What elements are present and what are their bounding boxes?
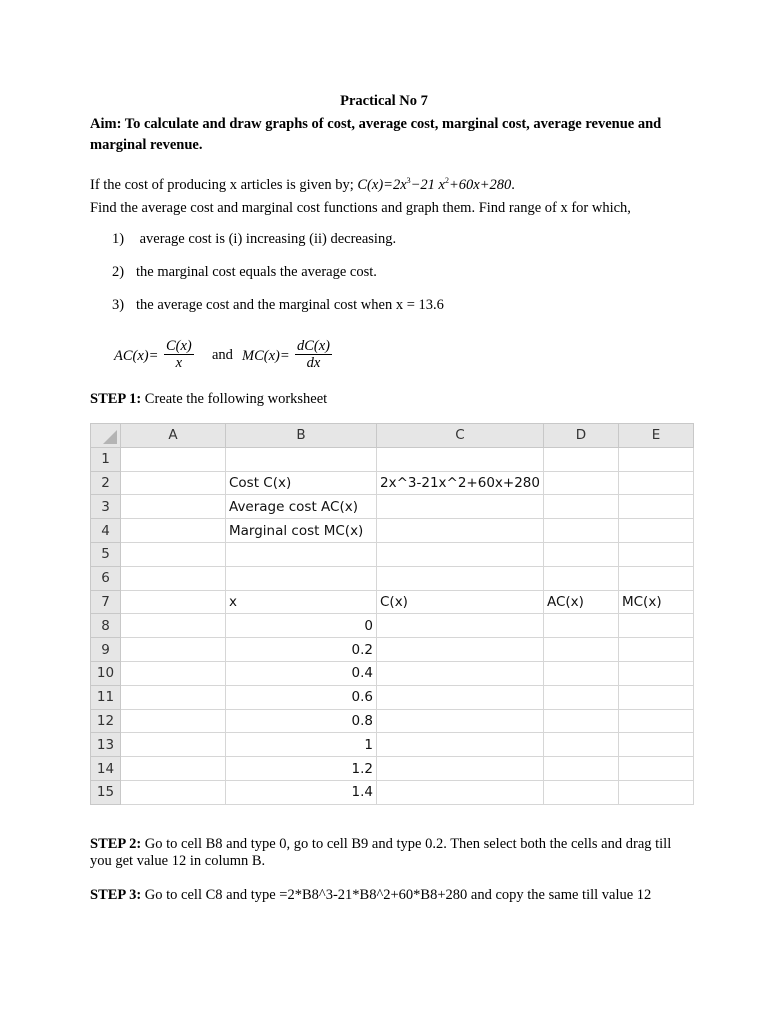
- cell-a: [121, 519, 226, 543]
- sheet-row: [91, 471, 694, 495]
- step3-paragraph: [90, 887, 690, 904]
- cell-b: 0.2: [226, 638, 377, 662]
- cell-e: [618, 447, 693, 471]
- cell-d: [543, 519, 618, 543]
- cell-d: [543, 733, 618, 757]
- sheet-row: [91, 709, 694, 733]
- cell-d: [543, 471, 618, 495]
- cell-a: [121, 614, 226, 638]
- sheet-row: [91, 733, 694, 757]
- and-word: and: [212, 347, 233, 363]
- cell-c: 2x^3-21x^2+60x+280: [377, 471, 544, 495]
- sheet-row: [91, 780, 694, 804]
- sheet-row: [91, 661, 694, 685]
- cell-c: [377, 661, 544, 685]
- cell-a: [121, 685, 226, 709]
- cell-e: [618, 733, 693, 757]
- cell-a: [121, 733, 226, 757]
- cell-d: [543, 614, 618, 638]
- row-header: 4: [91, 519, 121, 543]
- intro-line: If the cost of producing x articles is given by; $C(x)=2x^3-21$ $x^2+60x+280$.: [90, 176, 515, 193]
- column-header-e: E: [618, 424, 693, 448]
- cell-e: [618, 638, 693, 662]
- step1-text: Create the following worksheet: [144, 391, 328, 407]
- cell-a: [121, 542, 226, 566]
- cell-d: [543, 661, 618, 685]
- cell-e: [618, 519, 693, 543]
- cell-b: 0.8: [226, 709, 377, 733]
- ac-fraction: $\frac{C(x)}{x}$: [166, 338, 192, 371]
- cell-e: [618, 661, 693, 685]
- mc-lhs: MC(x)=: [242, 348, 290, 364]
- row-header: 9: [91, 638, 121, 662]
- cell-c: [377, 542, 544, 566]
- cell-c: [377, 519, 544, 543]
- step2-label: STEP 2:: [90, 836, 142, 852]
- column-header-d: D: [543, 424, 618, 448]
- column-header-a: A: [121, 424, 226, 448]
- mc-fraction: $\frac{dC(x)}{dx}$: [297, 338, 331, 371]
- cell-c: C(x): [377, 590, 544, 614]
- step3-label: STEP 3:: [90, 887, 142, 903]
- row-header: 2: [91, 471, 121, 495]
- cell-e: [618, 685, 693, 709]
- list-item: 1) average cost is (i) increasing (ii) decreasing.: [112, 231, 397, 247]
- cell-a: [121, 447, 226, 471]
- cell-b: 1.2: [226, 757, 377, 781]
- cell-a: [121, 590, 226, 614]
- column-header-c: C: [377, 424, 544, 448]
- select-all-corner: [91, 424, 121, 448]
- cell-b: Cost C(x): [226, 471, 377, 495]
- cell-a: [121, 780, 226, 804]
- cell-e: [618, 471, 693, 495]
- cell-c: [377, 614, 544, 638]
- cell-d: AC(x): [543, 590, 618, 614]
- step1-line: [90, 391, 327, 408]
- row-header: 12: [91, 709, 121, 733]
- cell-d: [543, 780, 618, 804]
- row-header: 14: [91, 757, 121, 781]
- cell-b: 1.4: [226, 780, 377, 804]
- sheet-row: [91, 614, 694, 638]
- cell-c: [377, 447, 544, 471]
- cell-c: [377, 709, 544, 733]
- cell-c: [377, 733, 544, 757]
- cell-e: [618, 780, 693, 804]
- cell-b: 1: [226, 733, 377, 757]
- cell-b: 0.4: [226, 661, 377, 685]
- cell-d: [543, 566, 618, 590]
- step2-paragraph: [90, 836, 680, 870]
- cell-c: [377, 780, 544, 804]
- cell-d: [543, 685, 618, 709]
- worksheet-image: [90, 423, 694, 805]
- cell-e: [618, 495, 693, 519]
- cell-a: [121, 638, 226, 662]
- step2-text: Go to cell B8 and type 0, go to cell B9 and type 0.2. Then select both the cells and drag till you get value 12 in column B.: [90, 836, 672, 869]
- ac-lhs: AC(x)=: [114, 348, 159, 364]
- cell-c: [377, 685, 544, 709]
- row-header: 1: [91, 447, 121, 471]
- cell-b: Average cost AC(x): [226, 495, 377, 519]
- column-header-b: B: [226, 424, 377, 448]
- row-header: 3: [91, 495, 121, 519]
- cell-c: [377, 566, 544, 590]
- cell-b: [226, 447, 377, 471]
- cell-a: [121, 709, 226, 733]
- cell-b: [226, 566, 377, 590]
- intro-prefix: If the cost of producing x articles is given by;: [90, 177, 354, 193]
- cell-b: 0: [226, 614, 377, 638]
- sheet-row: [91, 638, 694, 662]
- row-header: 6: [91, 566, 121, 590]
- row-header: 8: [91, 614, 121, 638]
- step3-text: Go to cell C8 and type =2*B8^3-21*B8^2+60*B8+280 and copy the same till value 12: [144, 887, 652, 903]
- row-header: 7: [91, 590, 121, 614]
- select-all-icon: [103, 430, 117, 444]
- list-item: 2) the marginal cost equals the average cost.: [112, 264, 377, 280]
- cost-formula: $C(x)=2x^3-21$ $x^2+60x+280$: [357, 176, 512, 193]
- cell-b: Marginal cost MC(x): [226, 519, 377, 543]
- row-header: 15: [91, 780, 121, 804]
- cell-b: x: [226, 590, 377, 614]
- sheet-row: [91, 685, 694, 709]
- row-header: 5: [91, 542, 121, 566]
- cell-e: [618, 614, 693, 638]
- cell-a: [121, 757, 226, 781]
- cell-e: [618, 542, 693, 566]
- sheet-row: [91, 566, 694, 590]
- sheet-row: [91, 590, 694, 614]
- cell-d: [543, 495, 618, 519]
- cell-e: [618, 566, 693, 590]
- step1-label: STEP 1:: [90, 391, 142, 407]
- cell-c: [377, 495, 544, 519]
- sheet-row: [91, 495, 694, 519]
- cell-c: [377, 638, 544, 662]
- cell-a: [121, 566, 226, 590]
- column-header-row: [91, 424, 694, 448]
- cell-b: 0.6: [226, 685, 377, 709]
- cell-a: [121, 471, 226, 495]
- row-header: 10: [91, 661, 121, 685]
- cell-a: [121, 661, 226, 685]
- find-line: Find the average cost and marginal cost functions and graph them. Find range of x for which,: [90, 200, 631, 216]
- sheet-row: [91, 519, 694, 543]
- sheet-row: [91, 542, 694, 566]
- sheet-row: [91, 447, 694, 471]
- cell-d: [543, 709, 618, 733]
- row-header: 13: [91, 733, 121, 757]
- row-header: 11: [91, 685, 121, 709]
- cell-e: [618, 709, 693, 733]
- sheet-row: [91, 757, 694, 781]
- cell-e: [618, 757, 693, 781]
- sheet-body: [91, 447, 694, 804]
- cell-d: [543, 638, 618, 662]
- cell-d: [543, 447, 618, 471]
- cell-a: [121, 495, 226, 519]
- aim-text: Aim: To calculate and draw graphs of cost, average cost, marginal cost, average revenue and marginal revenue.: [90, 116, 662, 153]
- cell-d: [543, 757, 618, 781]
- cell-c: [377, 757, 544, 781]
- cell-b: [226, 542, 377, 566]
- list-item: 3) the average cost and the marginal cost when x = 13.6: [112, 297, 444, 313]
- cell-d: [543, 542, 618, 566]
- cell-e: MC(x): [618, 590, 693, 614]
- page-title: Practical No 7: [340, 93, 428, 109]
